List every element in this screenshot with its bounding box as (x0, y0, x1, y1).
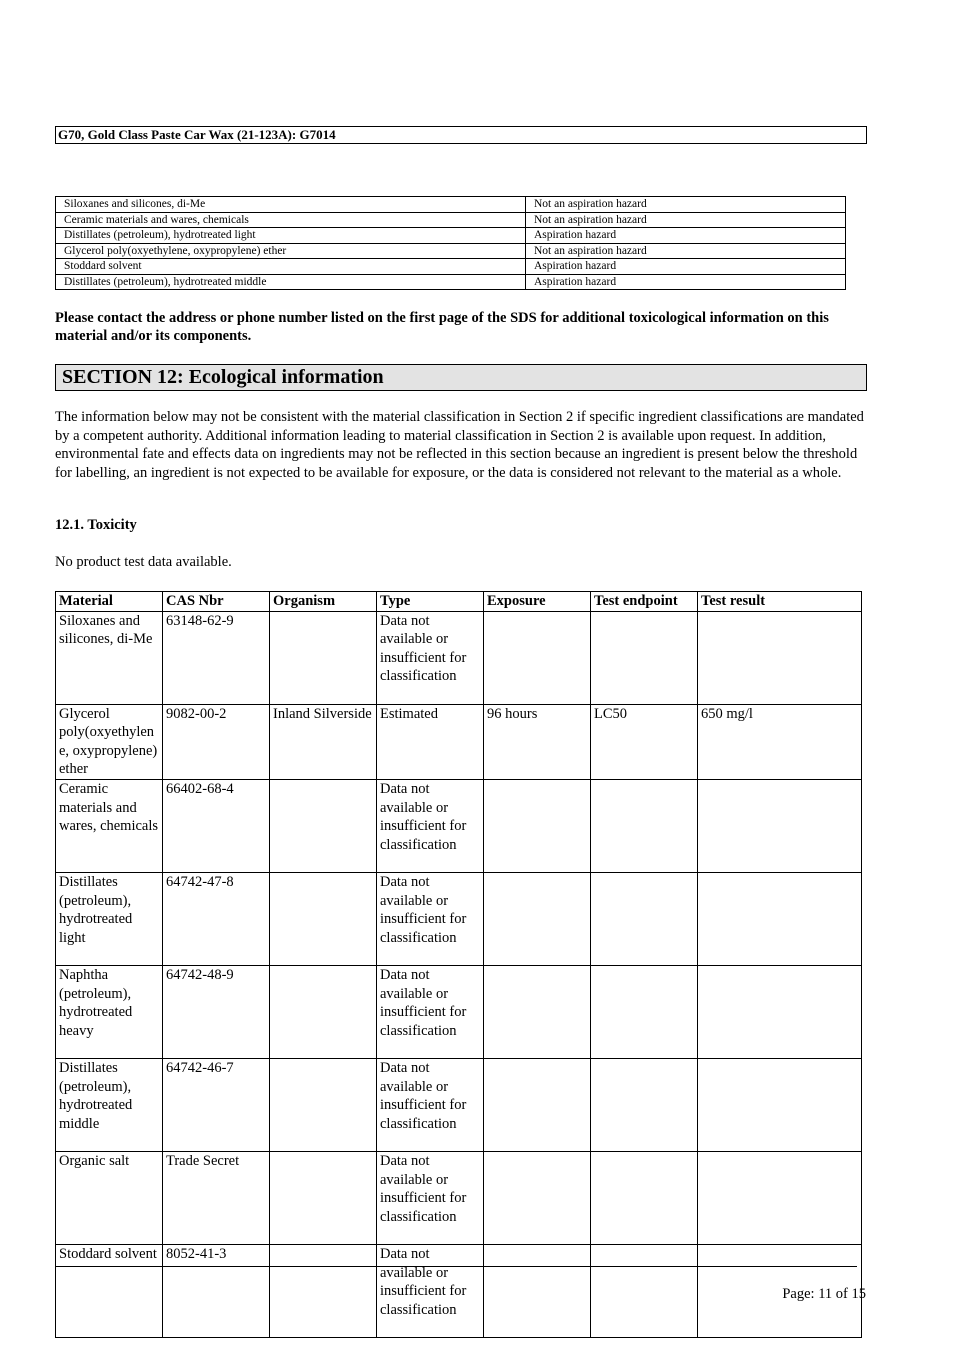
aspiration-ingredient-cell: Ceramic materials and wares, chemicals (56, 212, 526, 228)
toxicity-table-cell: 66402-68-4 (163, 779, 270, 872)
toxicity-table-cell: 8052-41-3 (163, 1244, 270, 1337)
toxicity-table (55, 591, 862, 1338)
toxicity-table-row (56, 779, 862, 872)
toxicity-table-cell: Distillates (petroleum), hydrotreated light (56, 872, 163, 965)
toxicity-table-cell: Inland Silverside (270, 704, 377, 779)
aspiration-table-row (56, 274, 846, 290)
toxicity-table-row (56, 611, 862, 704)
toxicity-table-cell: 63148-62-9 (163, 611, 270, 704)
toxicity-column-header: Test result (698, 592, 862, 612)
toxicity-table-cell: 64742-48-9 (163, 965, 270, 1058)
aspiration-ingredient-cell: Distillates (petroleum), hydrotreated light (56, 228, 526, 244)
toxicity-table-cell (484, 965, 591, 1058)
aspiration-ingredient-cell: Stoddard solvent (56, 259, 526, 275)
toxicity-table-cell: 650 mg/l (698, 704, 862, 779)
toxicity-table-row (56, 872, 862, 965)
toxicity-table-cell (591, 611, 698, 704)
toxicity-column-header: Material (56, 592, 163, 612)
toxicity-table-cell (591, 1058, 698, 1151)
aspiration-hazard-cell: Aspiration hazard (526, 274, 846, 290)
aspiration-hazard-table (55, 196, 846, 290)
toxicity-table-cell: Glycerol poly(oxyethylene, oxypropylene) ether (56, 704, 163, 779)
toxicity-table-cell (591, 779, 698, 872)
toxicity-table-cell (484, 1058, 591, 1151)
toxicity-table-cell (484, 1244, 591, 1337)
toxicity-table-row (56, 704, 862, 779)
toxicity-table-cell (591, 872, 698, 965)
toxicity-column-header: Test endpoint (591, 592, 698, 612)
aspiration-hazard-cell: Not an aspiration hazard (526, 197, 846, 213)
toxicity-table-cell: Siloxanes and silicones, di-Me (56, 611, 163, 704)
toxicity-table-row (56, 1151, 862, 1244)
section-intro: The information below may not be consistent with the material classification in Section 2 if specific ingredient classifications are mandated by a competent authority. Additional information leading to material classification in Section 2 is available upon request. In addition, environmental fate and effects data on ingredients may not be reflected in this section because an ingredient is present below the threshold for labelling, an ingredient is not expected to be available for exposure, or the data is considered not relevant to the material as a whole. (55, 409, 864, 481)
toxicity-table-cell (591, 1151, 698, 1244)
toxicity-table-cell (484, 779, 591, 872)
aspiration-hazard-cell: Aspiration hazard (526, 259, 846, 275)
toxicity-table-cell: Estimated (377, 704, 484, 779)
toxicity-table-cell: Distillates (petroleum), hydrotreated middle (56, 1058, 163, 1151)
toxicity-table-cell (698, 1151, 862, 1244)
toxicity-table-cell: Organic salt (56, 1151, 163, 1244)
subsection-title: 12.1. Toxicity (55, 517, 137, 533)
toxicity-column-header: Exposure (484, 592, 591, 612)
toxicity-table-cell (484, 1151, 591, 1244)
aspiration-table-row (56, 197, 846, 213)
section-title: SECTION 12: Ecological information (55, 364, 867, 391)
toxicity-table-cell: Data not available or insufficient for classification (377, 611, 484, 704)
toxicity-column-header: Organism (270, 592, 377, 612)
toxicity-table-cell: Data not available or insufficient for classification (377, 1058, 484, 1151)
aspiration-table-row (56, 259, 846, 275)
aspiration-ingredient-cell: Glycerol poly(oxyethylene, oxypropylene) ether (56, 243, 526, 259)
aspiration-table-row (56, 212, 846, 228)
document-header-title: G70, Gold Class Paste Car Wax (21-123A): G7014 (55, 126, 867, 144)
toxicity-table-cell: Data not available or insufficient for classification (377, 1151, 484, 1244)
toxicity-table-cell: Stoddard solvent (56, 1244, 163, 1337)
toxicity-column-header: CAS Nbr (163, 592, 270, 612)
footer-divider (55, 1266, 857, 1267)
aspiration-table-row (56, 243, 846, 259)
page-number: Page: 11 of 15 (782, 1286, 866, 1302)
toxicity-table-cell: Naphtha (petroleum), hydrotreated heavy (56, 965, 163, 1058)
toxicity-table-cell (270, 965, 377, 1058)
toxicity-table-cell: 9082-00-2 (163, 704, 270, 779)
toxicity-table-cell (484, 872, 591, 965)
toxicity-table-cell (270, 1244, 377, 1337)
toxicity-table-cell (484, 611, 591, 704)
toxicity-table-cell: 64742-47-8 (163, 872, 270, 965)
toxicity-table-cell: Data not available or insufficient for classification (377, 1244, 484, 1337)
aspiration-ingredient-cell: Distillates (petroleum), hydrotreated middle (56, 274, 526, 290)
aspiration-ingredient-cell: Siloxanes and silicones, di-Me (56, 197, 526, 213)
toxicity-table-cell (270, 872, 377, 965)
toxicity-table-row (56, 1058, 862, 1151)
aspiration-hazard-cell: Not an aspiration hazard (526, 243, 846, 259)
toxicity-table-cell (698, 611, 862, 704)
aspiration-hazard-cell: Aspiration hazard (526, 228, 846, 244)
toxicity-table-cell: 96 hours (484, 704, 591, 779)
toxicity-column-header: Type (377, 592, 484, 612)
aspiration-table-row (56, 228, 846, 244)
toxicity-table-cell (698, 965, 862, 1058)
toxicity-table-cell: Data not available or insufficient for classification (377, 965, 484, 1058)
toxicity-table-cell: LC50 (591, 704, 698, 779)
toxicity-table-cell (270, 779, 377, 872)
toxicity-table-row (56, 965, 862, 1058)
toxicity-table-cell (591, 1244, 698, 1337)
toxicity-table-cell (591, 965, 698, 1058)
toxicity-table-cell: Trade Secret (163, 1151, 270, 1244)
no-data-text: No product test data available. (55, 554, 232, 570)
toxicity-table-cell (698, 779, 862, 872)
toxicity-table-cell (698, 1058, 862, 1151)
toxicity-table-cell (270, 1058, 377, 1151)
toxicity-table-cell (270, 611, 377, 704)
toxicity-table-cell: Ceramic materials and wares, chemicals (56, 779, 163, 872)
toxicity-table-cell: Data not available or insufficient for classification (377, 872, 484, 965)
toxicity-table-cell (698, 872, 862, 965)
toxicity-table-cell (270, 1151, 377, 1244)
aspiration-hazard-cell: Not an aspiration hazard (526, 212, 846, 228)
toxicity-table-cell: 64742-46-7 (163, 1058, 270, 1151)
contact-note: Please contact the address or phone number listed on the first page of the SDS for additional toxicological information on this material and/or its components. (55, 310, 829, 344)
toxicity-table-cell: Data not available or insufficient for classification (377, 779, 484, 872)
toxicity-table-row (56, 1244, 862, 1337)
